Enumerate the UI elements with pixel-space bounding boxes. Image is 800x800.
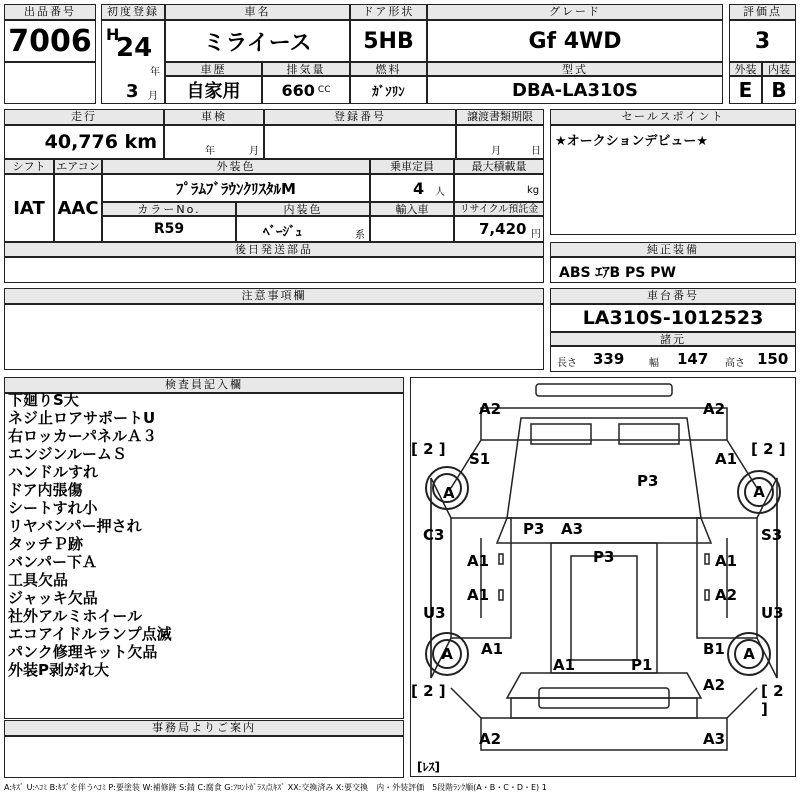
remark-item: タッチＰ跡 [8,535,84,553]
wheel-mark: A [744,477,774,507]
legend: A:ｷｽﾞ U:ﾍｺﾐ B:ｷｽﾞを伴うﾍｺﾐ P:要塗装 W:補修跡 S:錆 C:腐食 G:ﾌﾛﾝﾄｶﾞﾗｽ点ｷｽﾞ XX:交換済み X:要交換 内・外装評価 5段階ﾗﾝｸ順(A・B・C・D・E) 1 [4,783,547,792]
mark-s1: S1 [469,450,491,468]
sales-point: ★オークションデビュー★ [550,125,796,235]
mileage-label: 走行 [4,109,164,125]
int-label: 内装 [762,62,796,76]
load-label: 最大積載量 [454,159,544,174]
mark-s3: S3 [761,526,783,544]
mark-a2: A2 [703,676,726,694]
equip: ABS ｴｱB PS PW [550,257,796,283]
lot-blank [4,62,96,104]
history-label: 車歴 [165,62,262,76]
int-color-unit: 系 [355,230,365,241]
fuel-label: 燃料 [350,62,427,76]
capacity-label: 乗車定員 [370,159,454,174]
mark-a1: A1 [715,450,738,468]
bracket-rr: [ 2 ] [761,682,784,718]
mark-p3: P3 [637,472,659,490]
era: H [106,25,120,44]
ac-label: エアコン [54,159,102,174]
displacement-box [262,76,350,104]
remark-item: ハンドルすれ [8,463,99,481]
chassis: LA310S-1012523 [550,304,796,332]
mark-u3: U3 [761,604,784,622]
grade-label: グレード [427,4,723,20]
transfer-box [456,125,544,159]
transfer-month-unit: 月 [491,146,501,157]
int-grade: B [762,76,796,104]
remark-item: 工具欠品 [8,571,69,589]
reg-month: 3 [126,81,139,102]
remark-item: ドア内張傷 [8,481,83,499]
mark-a: A [443,484,455,502]
door-label: ドア形状 [350,4,427,20]
door-type: 5HB [350,20,427,62]
remark-item: パンク修理キット欠品 [8,643,158,661]
mark-p1: P1 [631,656,653,674]
load-unit: kg [527,185,540,196]
ext-color: ﾌﾟﾗﾑﾌﾞﾗｳﾝｸﾘｽﾀﾙM [102,174,370,202]
lot-number: 7006 [4,20,96,62]
mark-c3: C3 [423,526,445,544]
wheel-mark: A [432,639,462,669]
remark-item: 下廻りS大 [8,391,79,409]
mark-b1: B1 [703,640,725,658]
chassis-label: 車台番号 [550,288,796,304]
mark-a3: A3 [703,730,726,748]
caution-box [4,304,544,370]
remark-item: 社外アルミホイール [8,607,143,625]
wheel-rear-left [425,632,469,676]
later-parts-label: 後日発送部品 [4,242,544,257]
remark-item: ネジ止ロアサポートU [8,409,156,427]
wheel-rear-right [727,632,771,676]
remark-item: 右ロッカーパネルＡ３ [8,427,157,445]
spec-box [550,346,796,372]
ext-grade: E [729,76,762,104]
mark-u3: U3 [423,604,446,622]
inspection-label: 車検 [164,109,264,125]
fuel: ｶﾞｿﾘﾝ [350,76,427,104]
shift-label: シフト [4,159,54,174]
later-parts [4,257,544,283]
remark-item: ジャッキ欠品 [8,589,98,607]
sales-point-label: セールスポイント [550,109,796,125]
mark-a3: A3 [561,520,584,538]
load-box [454,174,544,202]
inspection-box [164,125,264,159]
import-box [370,216,454,242]
car-name: ミライース [165,20,350,62]
rear-label: [ﾚｽ] [417,760,440,774]
model-label: 型式 [427,62,723,76]
int-color-label: 内装色 [236,202,370,216]
wid-label: 幅 [649,358,659,369]
mark-a1: A1 [467,552,490,570]
capacity: 4 [413,179,425,198]
mileage: 40,776 km [4,125,164,159]
color-no: R59 [102,216,236,242]
recycle: 7,420 [479,220,527,238]
grade: Gf 4WD [427,20,723,62]
lot-label: 出品番号 [4,4,96,20]
mark-a1: A1 [553,656,576,674]
reg-no [264,125,456,159]
reg-no-label: 登録番号 [264,109,456,125]
remark-item: 外装P剥がれ大 [8,661,109,679]
month-unit: 月 [148,91,158,102]
capacity-box [370,174,454,202]
remark-item: シートすれ小 [8,499,98,517]
caution-label: 注意事項欄 [4,288,544,304]
history: 自家用 [165,76,262,104]
remark-item: エコアイドルランプ点滅 [8,625,172,643]
model: DBA-LA310S [427,76,723,104]
mark-a1: A1 [715,552,738,570]
mark-a2: A2 [703,400,726,418]
transfer-label: 譲渡書類期限 [456,109,544,125]
damage-diagram [410,377,796,777]
recycle-label: リサイクル預託金 [454,202,544,216]
import-label: 輸入車 [370,202,454,216]
remark-item: バンパー下Ａ [8,553,97,571]
score: 3 [729,20,796,62]
displacement: 660 [281,80,315,100]
office-label: 事務局よりご案内 [4,720,404,736]
ext-label: 外装 [729,62,762,76]
mark-p3: P3 [593,548,615,566]
recycle-unit: 円 [531,229,541,240]
wheel-mark: A [734,639,764,669]
office-box [4,736,404,778]
insp-month-unit: 月 [249,146,259,157]
int-color: ﾍﾞｰｼﾞｭ [263,225,302,240]
first-reg-box [101,20,165,104]
ext-color-label: 外装色 [102,159,370,174]
score-label: 評価点 [729,4,796,20]
capacity-unit: 人 [435,187,445,198]
recycle-box [454,216,544,242]
color-no-label: カラーNo. [102,202,236,216]
insp-year-unit: 年 [205,146,215,157]
len-value: 339 [593,350,625,368]
bracket-fl: [ 2 ] [411,440,446,458]
bracket-fr: [ 2 ] [751,440,786,458]
bracket-rl: [ 2 ] [411,682,446,700]
displacement-unit: CC [317,85,331,95]
ac: AAC [54,174,102,242]
hgt-label: 高さ [725,358,745,369]
mark-a2: A2 [479,730,502,748]
hgt-value: 150 [757,350,789,368]
int-color-box [236,216,370,242]
year-unit: 年 [150,67,160,78]
car-outline [411,378,797,778]
inspector-remarks [8,391,398,679]
mark-p3: P3 [523,520,545,538]
mark-a1: A1 [467,586,490,604]
remark-item: リヤバンパー押され [8,517,142,535]
remark-item: エンジンルームＳ [8,445,127,463]
mark-a2: A2 [479,400,502,418]
first-reg-label: 初度登録 [101,4,165,20]
shift: IAT [4,174,54,242]
inspector-label: 検査員記入欄 [4,377,404,393]
transfer-day-unit: 日 [531,146,541,157]
wid-value: 147 [677,350,709,368]
reg-year: 24 [116,33,153,63]
spec-label: 諸元 [550,332,796,346]
equip-label: 純正装備 [550,242,796,257]
mark-a2: A2 [715,586,738,604]
mark-a1: A1 [481,640,504,658]
car-name-label: 車名 [165,4,350,20]
len-label: 長さ [557,358,577,369]
displacement-label: 排気量 [262,62,350,76]
wheel-front-right [737,470,781,514]
